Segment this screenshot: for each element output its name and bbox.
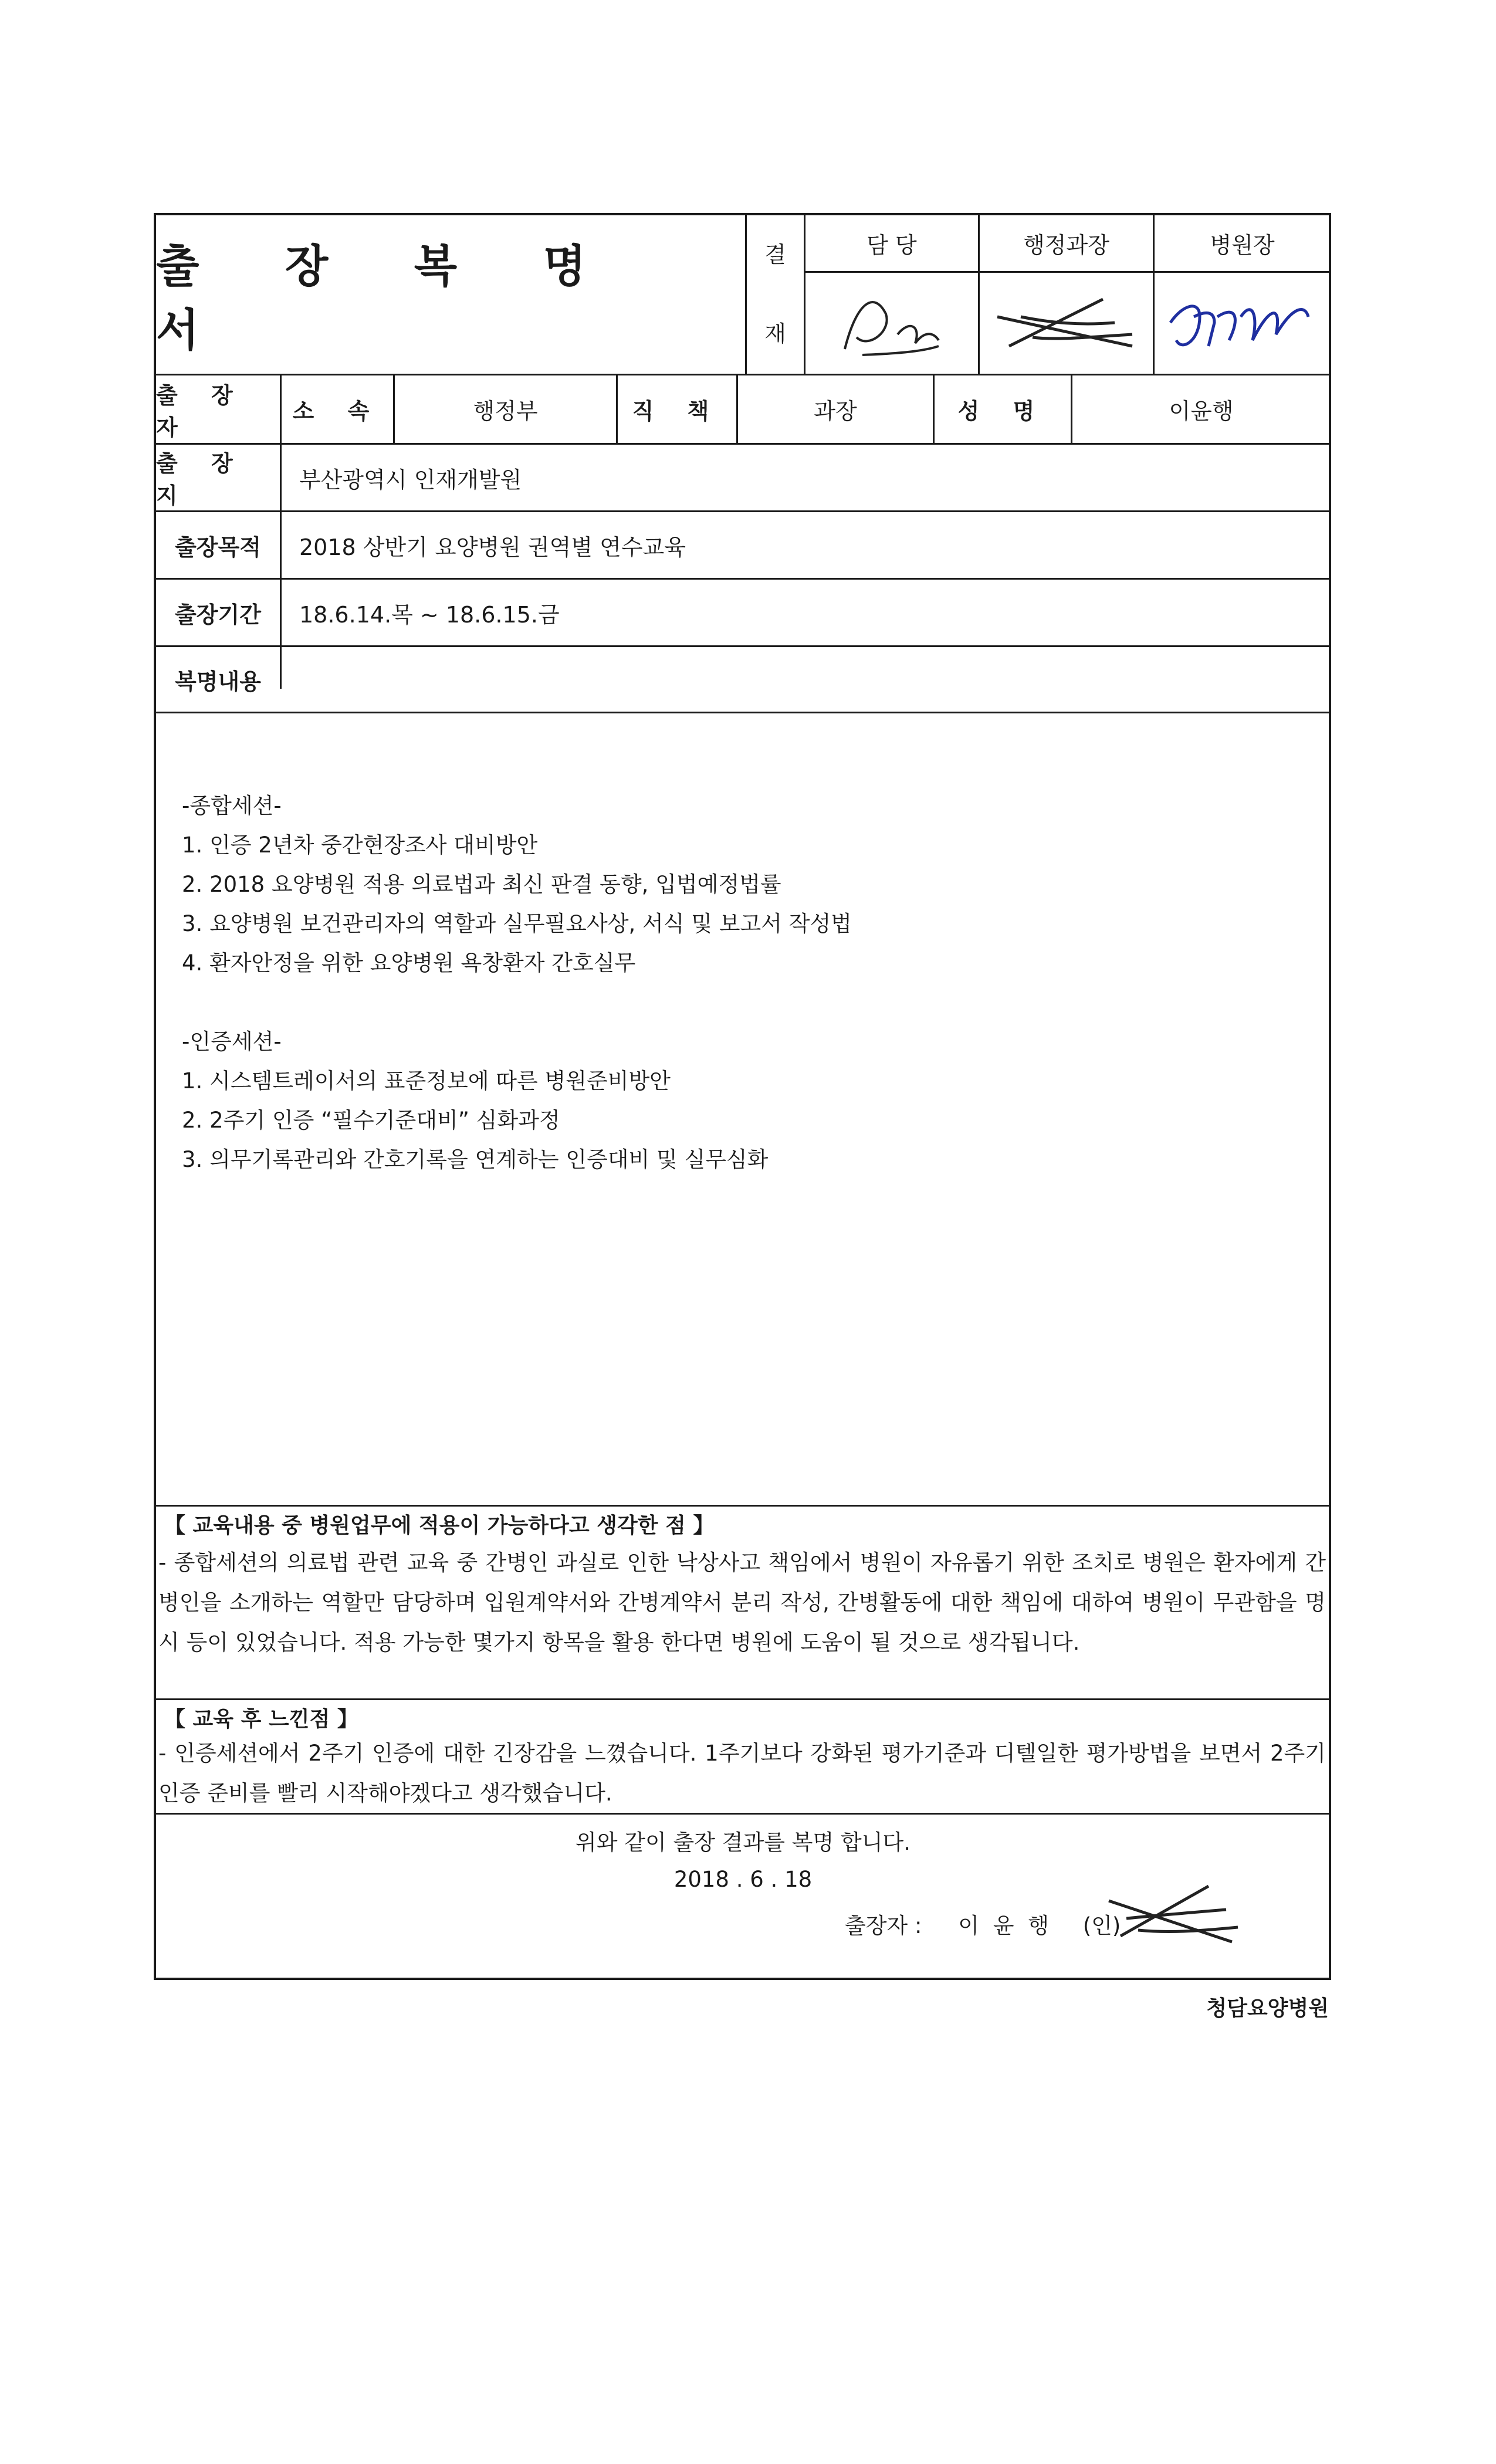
hospital-name: 청담요양병원 [1206,1996,1329,2020]
admin-head-signature [986,282,1150,364]
destination-value: 부산광역시 인재개발원 [299,466,522,493]
name-value: 이윤행 [1169,398,1234,424]
name-label: 성 명 [957,398,1048,424]
approval-role-admin-head: 행정과장 [1023,232,1109,258]
session1-item: 4. 환자안정을 위한 요양병원 욕창환자 간호실무 [182,950,636,976]
manager-signature [821,279,962,367]
affiliation-value: 행정부 [473,398,538,424]
applicable-title: 【 교육내용 중 병원업무에 적용이 가능하다고 생각한 점 】 [164,1514,715,1538]
destination-label: 출 장 지 [156,451,246,509]
impression-title: 【 교육 후 느낀점 】 [164,1707,358,1731]
report-label: 복명내용 [175,668,261,695]
session1-title: -종합세션- [182,793,282,818]
approval-label-bottom: 재 [764,320,786,347]
seal-text: (인) [1082,1913,1121,1938]
closing-statement: 위와 같이 출장 결과를 복명 합니다. [576,1830,911,1855]
session1-item: 3. 요양병원 보건관리자의 역할과 실무필요사상, 서식 및 보고서 작성법 [182,911,852,936]
session2-item: 2. 2주기 인증 “필수기준대비” 심화과정 [182,1108,560,1133]
signer-label: 출장자 : [845,1913,922,1938]
applicable-text: - 종합세션의 의료법 관련 교육 중 간병인 과실로 인한 낙상사고 책임에서 병원이 자유롭기 위한 조치로 병원은 환자에게 간병인을 소개하는 역할만 담당하며 입원계약서와 간병계약서 분리 작성, 간병활동에 대한 책임에 대하여 병원이 무관함을 명시 등이 있었습니다. 적용 가능한 몇가지 항목을 활용 한다면 병원에 도움이 될 것으로 생각됩니다. [158,1550,1326,1655]
affiliation-label: 소 속 [292,398,383,424]
period-label: 출장기간 [175,601,261,628]
document-title: 출 장 복 명 서 [156,240,622,356]
impression-text: - 인증세션에서 2주기 인증에 대한 긴장감을 느꼈습니다. 1주기보다 강화된 평가기준과 디텔일한 평가방법을 보면서 2주기 인증 준비를 빨리 시작해야겠다고 생각했습니다. [158,1741,1326,1806]
purpose-label: 출장목적 [175,534,261,560]
director-signature [1159,282,1329,364]
position-value: 과장 [814,398,857,424]
purpose-value: 2018 상반기 요양병원 권역별 연수교육 [299,534,686,560]
approval-label-top: 결 [764,241,786,268]
report-body [182,786,1297,1179]
session1-item: 1. 인증 2년차 중간현장조사 대비방안 [182,832,538,858]
approval-role-manager: 담 당 [867,232,917,258]
approval-role-director: 병원장 [1210,232,1275,258]
signer-signature [1103,1877,1250,1954]
session2-item: 3. 의무기록관리와 간호기록을 연계하는 인증대비 및 실무심화 [182,1147,769,1172]
session2-title: -인증세션- [182,1029,282,1054]
session2-item: 1. 시스템트레이서의 표준정보에 따른 병원준비방안 [182,1068,671,1094]
traveler-label: 출 장 자 [156,382,246,441]
position-label: 직 책 [632,398,722,424]
session1-item: 2. 2018 요양병원 적용 의료법과 최신 판결 동향, 입법예정법률 [182,872,781,897]
closing-date: 2018 . 6 . 18 [673,1867,813,1892]
signer-name: 이 윤 행 [958,1913,1052,1938]
period-value: 18.6.14.목 ~ 18.6.15.금 [299,601,560,628]
